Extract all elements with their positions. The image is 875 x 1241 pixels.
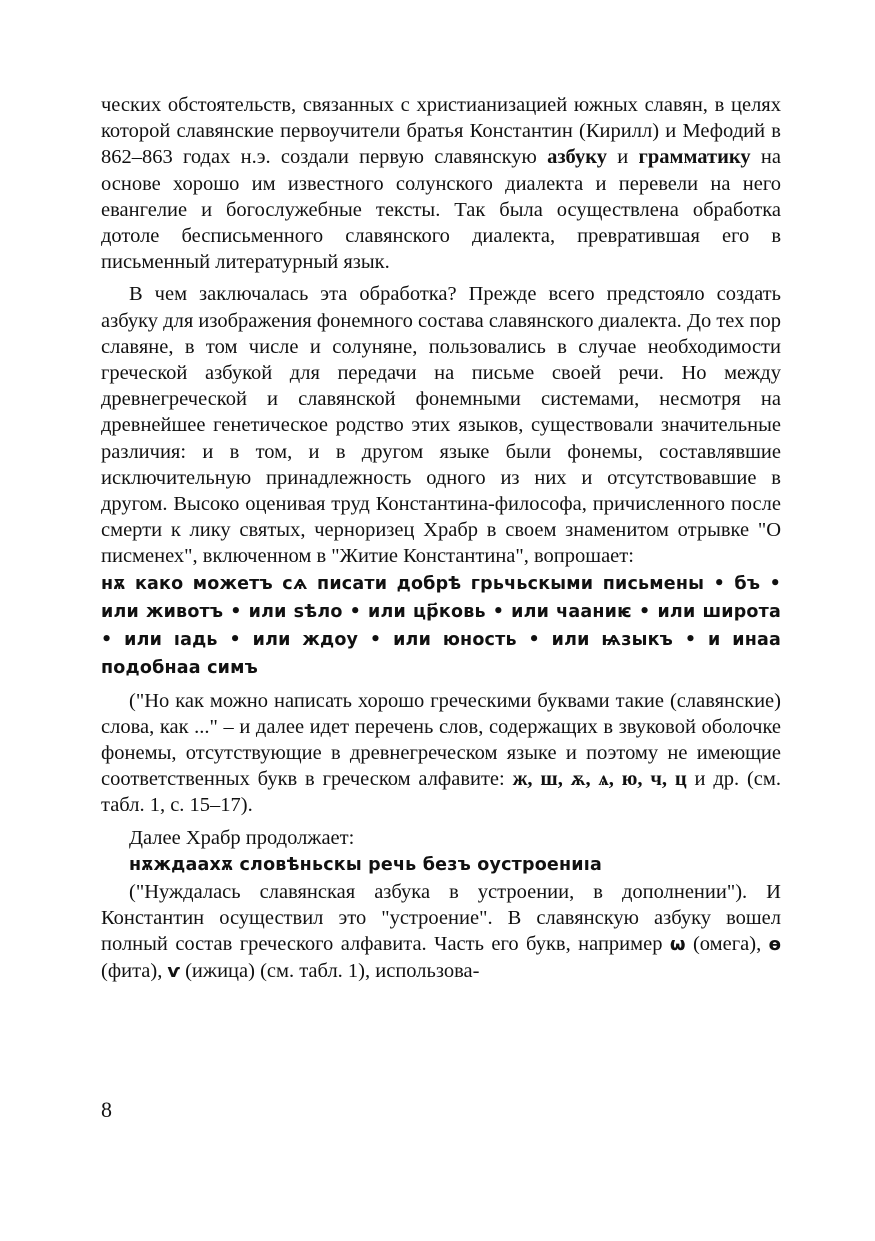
paragraph-5: ("Нуждалась славянская азбука в устроении, в дополнении"). И Константин осуществил это "устроение". В славянскую азбуку вошел полный состав греческого алфавита. Часть его букв, например ѡ (омега), ѳ (фита), ѵ (ижица) (см. табл. 1), использова- (101, 880, 781, 983)
paragraph-4: Далее Храбр продолжает: (129, 826, 355, 849)
page-number: 8 (101, 1097, 112, 1122)
term-grammatika: грамматику (638, 146, 751, 169)
paragraph-1: ческих обстоятельств, связанных с христианизацией южных славян, в целях которой славянские первоучители братья Константин (Кирилл) и Мефодий в 862–863 годах н.э. создали первую славянскую азбуку и грамматику на основе хорошо им известного солунского диалекта и перевели на него евангелие и богослужебные тексты. Так была осуществлена обработка дотоле бесписьменного славянского диалекта, превратившая его в письменный литературный язык. (101, 94, 781, 274)
old-slavonic-quote-1: нѫ како можетъ сѧ писати добрѣ грьчьскыми письмены • бъ • или животъ • или ѕѣло • или цр҃ковь • или чааниѥ • или широта • или ıадь • или ждоу • или юность • или ѩзыкъ • и инаа подобнаа симъ (101, 573, 781, 678)
paragraph-3: ("Но как можно написать хорошо греческими буквами такие (славянские) слова, как ..." – и далее идет перечень слов, содержащих в звуковой оболочке фонемы, отсутствующие в древнегреческом языке и поэтому не имеющие соответственных букв в греческом алфавите: ж, ш, ѫ, ѧ, ю, ч, ц и др. (см. табл. 1, с. 15–17). (101, 689, 781, 817)
omega-glyph: ѡ (669, 934, 686, 956)
izhitsa-glyph: ѵ (167, 961, 180, 983)
letter-list: ж, ш, ѫ, ѧ, ю, ч, ц (512, 768, 687, 791)
fita-glyph: ѳ (768, 934, 781, 956)
paragraph-2: В чем заключалась эта обработка? Прежде всего предстояло создать азбуку для изображения фонемного состава славянского диалекта. До тех пор славяне, в том числе и солуняне, пользовались в случае необходимости греческой азбукой для передачи на письме своей речи. Но между древнегреческой и славянской фонемными системами, несмотря на древнейшее генетическое родство этих языков, существовали значительные различия: и в том, и в другом языке были фонемы, составлявшие исключительную принадлежность одного из них и отсутствовавшие в другом. Высоко оценивая труд Константина-философа, причисленного после смерти к лику святых, черноризец Храбр в своем знаменитом отрывке "О писменех", включенном в "Житие Константина", вопрошает: (101, 283, 781, 568)
body-text (101, 92, 781, 986)
old-slavonic-quote-2: нѫждаахѫ словѣньскы речь безъ оустроениıа (129, 854, 602, 875)
term-azbuka: азбуку (547, 146, 608, 169)
